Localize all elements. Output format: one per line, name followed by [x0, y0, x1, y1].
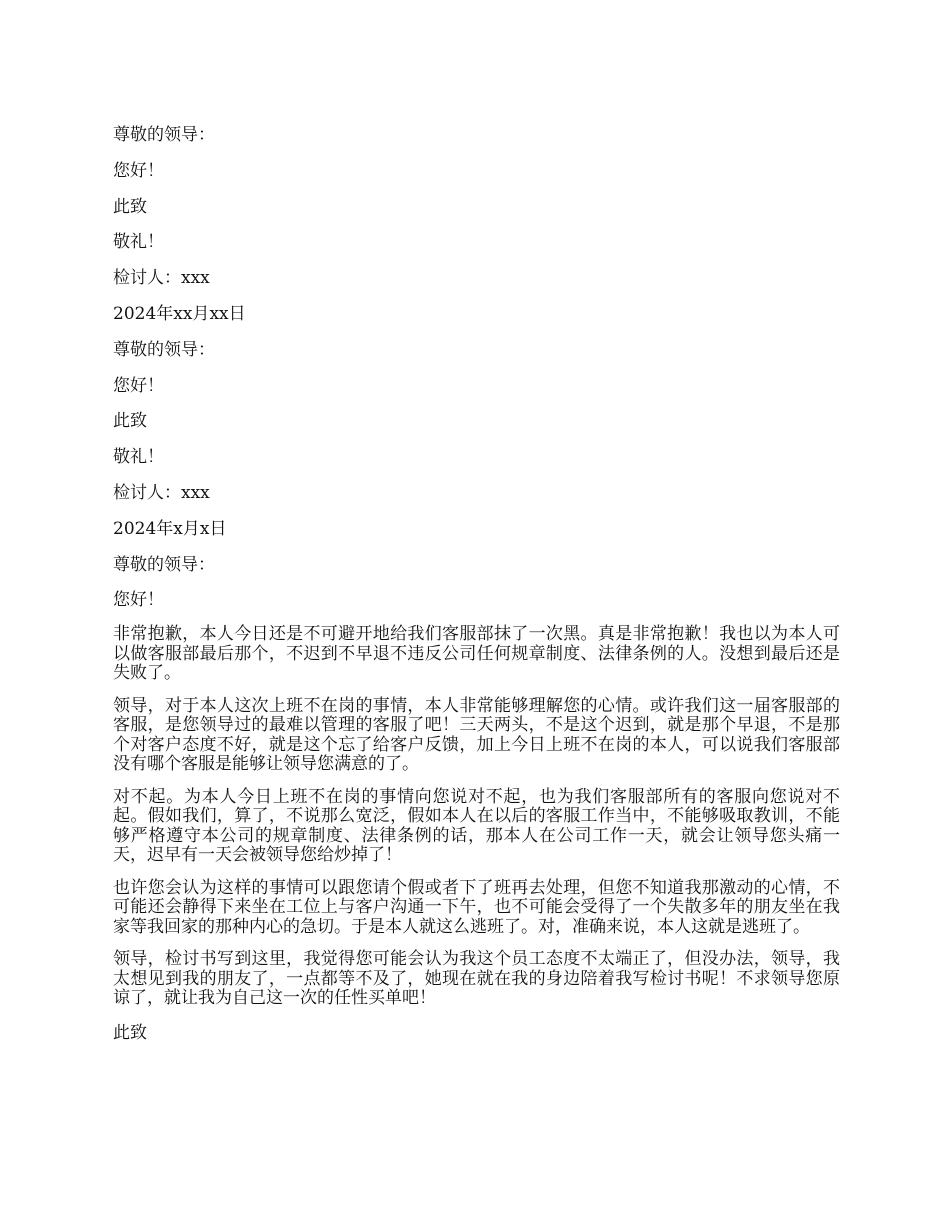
letter-block-3: [113, 554, 840, 1044]
body-paragraph: 领导，对于本人这次上班不在岗的事情，本人非常能够理解您的心情。或许我们这一届客服部的客服，是您领导过的最难以管理的客服了吧！三天两头，不是这个迟到，就是那个早退，不是那个对客户态度不好，就是这个忘了给客户反馈，加上今日上班不在岗的本人，可以说我们客服部没有哪个客服是能够让领导您满意的了。: [113, 695, 840, 775]
greeting-line: 您好！: [113, 375, 164, 396]
body-paragraph: 领导，检讨书写到这里，我觉得您可能会认为我这个员工态度不太端正了，但没办法，领导，我太想见到我的朋友了，一点都等不及了，她现在就在我的身边陪着我写检讨书呢！不求领导您原谅了，就让我为自己这一次的任性买单吧！: [113, 949, 840, 1009]
greeting-line: 您好！: [113, 590, 164, 611]
salutation: 尊敬的领导：: [113, 125, 215, 145]
document-body: [113, 124, 840, 1057]
greeting-line: 您好！: [113, 160, 164, 181]
salute-line: 敬礼！: [113, 232, 164, 253]
date-line: 2024年xx月xx日: [113, 303, 246, 324]
closing-line: 此致: [113, 1022, 147, 1043]
letter-block-2: [113, 339, 840, 540]
body-paragraph: 对不起。为本人今日上班不在岗的事情向您说对不起，也为我们客服部所有的客服向您说对不起。假如我们，算了，不说那么宽泛，假如本人在以后的客服工作当中，不能够吸取教训，不能够严格遵守本公司的规章制度、法律条例的话，那本人在公司工作一天，就会让领导您头痛一天，迟早有一天会被领导您给炒掉了！: [113, 786, 840, 866]
letter-block-1: [113, 124, 840, 325]
date-line: 2024年x月x日: [113, 518, 227, 539]
closing-line: 此致: [113, 196, 147, 217]
body-paragraph: 非常抱歉，本人今日还是不可避开地给我们客服部抹了一次黑。真是非常抱歉！我也以为本人可以做客服部最后那个，不迟到不早退不违反公司任何规章制度、法律条例的人。没想到最后还是失败了。: [113, 624, 840, 684]
signer-line: 检讨人：xxx: [113, 482, 210, 503]
closing-line: 此致: [113, 411, 147, 432]
salutation: 尊敬的领导：: [113, 554, 215, 575]
salute-line: 敬礼！: [113, 447, 164, 468]
body-paragraph: 也许您会认为这样的事情可以跟您请个假或者下了班再去处理，但您不知道我那激动的心情，不可能还会静得下来坐在工位上与客户沟通一下午，也不可能会受得了一个失散多年的朋友坐在我家等我回家的那种内心的急切。于是本人就这么逃班了。对，准确来说，本人这就是逃班了。: [113, 877, 840, 937]
salutation: 尊敬的领导：: [113, 339, 215, 360]
signer-line: 检讨人：xxx: [113, 268, 210, 289]
